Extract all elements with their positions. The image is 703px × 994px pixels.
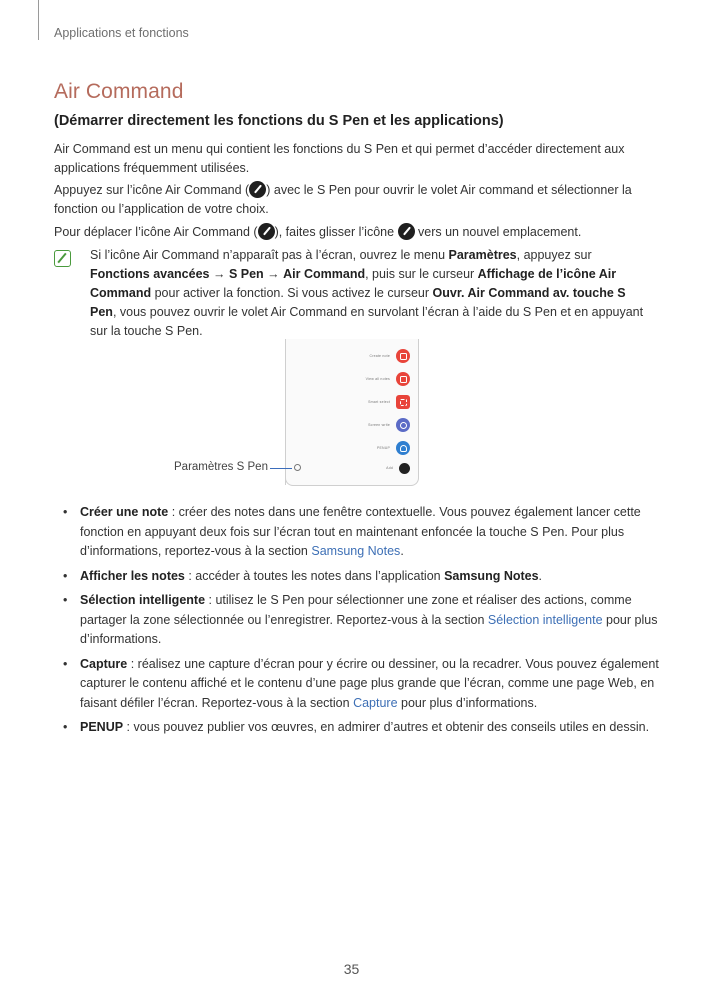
- intro-paragraph-3: Pour déplacer l’icône Air Command ( ), faites glisser l’icône vers un nouvel emplacement.: [54, 225, 582, 239]
- menu-item-penup[interactable]: PENUP: [377, 440, 410, 456]
- gear-icon[interactable]: [294, 464, 301, 471]
- link-smart-select[interactable]: Sélection intelligente: [487, 612, 603, 627]
- screen-write-icon: [396, 418, 410, 432]
- callout-label-spen-settings: Paramètres S Pen: [174, 461, 268, 473]
- header-divider: [38, 0, 39, 40]
- note-text: Si l’icône Air Command n’apparaît pas à l’écran, ouvrez le menu Paramètres, appuyez sur Fonctions avancées → S Pen → Air Command, puis sur le curseur Affichage de l’icône Air Command pour activer la fonction. Si vous activez le curseur Ouvr. Air Command av. touche S Pen, vous pouvez ouvrir le volet Air Command en survolant l’écran à l’aide du S Pen et en appuyant sur la touche S Pen.: [90, 248, 644, 338]
- create-note-icon: [396, 349, 410, 363]
- menu-item-view-notes[interactable]: View all notes: [366, 371, 410, 387]
- add-icon: [399, 463, 410, 474]
- menu-item-smart-select[interactable]: Smart select: [368, 394, 410, 410]
- list-item: • Sélection intelligente : utilisez le S Pen pour sélectionner une zone et réaliser des actions, comme partager la zone sélectionnée ou l’enregistrer. Reportez-vous à la section Sélection intelligente pour plus d’informations.: [60, 591, 660, 650]
- list-item: • Capture : réalisez une capture d’écran pour y écrire ou dessiner, ou la recadrer. Vous pouvez également capturer le contenu affiché et le contenu d’une page plus grande que l’écran, comme une page Web, en faisant défiler l’écran. Reportez-vous à la section Capture pour plus d’informations.: [60, 655, 660, 714]
- smart-select-icon: [396, 395, 410, 409]
- view-notes-icon: [396, 372, 410, 386]
- page-title: Air Command: [54, 80, 184, 103]
- air-command-icon: [258, 223, 275, 240]
- list-item: • PENUP : vous pouvez publier vos œuvres, en admirer d’autres et obtenir des conseils utiles en dessin.: [60, 718, 660, 738]
- feature-list: [60, 503, 660, 743]
- air-command-icon: [398, 223, 415, 240]
- air-command-panel-figure: [285, 339, 419, 486]
- intro-paragraph-2: Appuyez sur l’icône Air Command ( ) avec le S Pen pour ouvrir le volet Air command et sélectionner la fonction ou l’application de votre choix.: [54, 183, 632, 216]
- link-capture[interactable]: Capture: [353, 695, 398, 710]
- air-command-icon: [249, 181, 266, 198]
- list-item: • Afficher les notes : accéder à toutes les notes dans l’application Samsung Notes.: [60, 567, 660, 587]
- menu-item-create-note[interactable]: Create note: [370, 348, 411, 364]
- page-subtitle: (Démarrer directement les fonctions du S Pen et les applications): [54, 113, 504, 129]
- link-samsung-notes[interactable]: Samsung Notes: [311, 544, 401, 558]
- list-item: • Créer une note : créer des notes dans une fenêtre contextuelle. Vous pouvez également lancer cette fonction en appuyant deux fois sur l’écran tout en maintenant enfoncée la touche S Pen. Pour plus d’informations, reportez-vous à la section Samsung Notes.: [60, 503, 660, 562]
- intro-paragraph-1: Air Command est un menu qui contient les fonctions du S Pen et qui permet d’accéder directement aux applications fréquemment utilisées.: [54, 142, 625, 175]
- section-header: Applications et fonctions: [54, 26, 189, 40]
- penup-icon: [396, 441, 410, 455]
- note-icon: [54, 250, 71, 267]
- page-number: 35: [343, 961, 360, 977]
- menu-item-screen-write[interactable]: Screen write: [368, 417, 410, 433]
- callout-line: [270, 468, 292, 469]
- menu-item-add[interactable]: Add: [386, 460, 410, 476]
